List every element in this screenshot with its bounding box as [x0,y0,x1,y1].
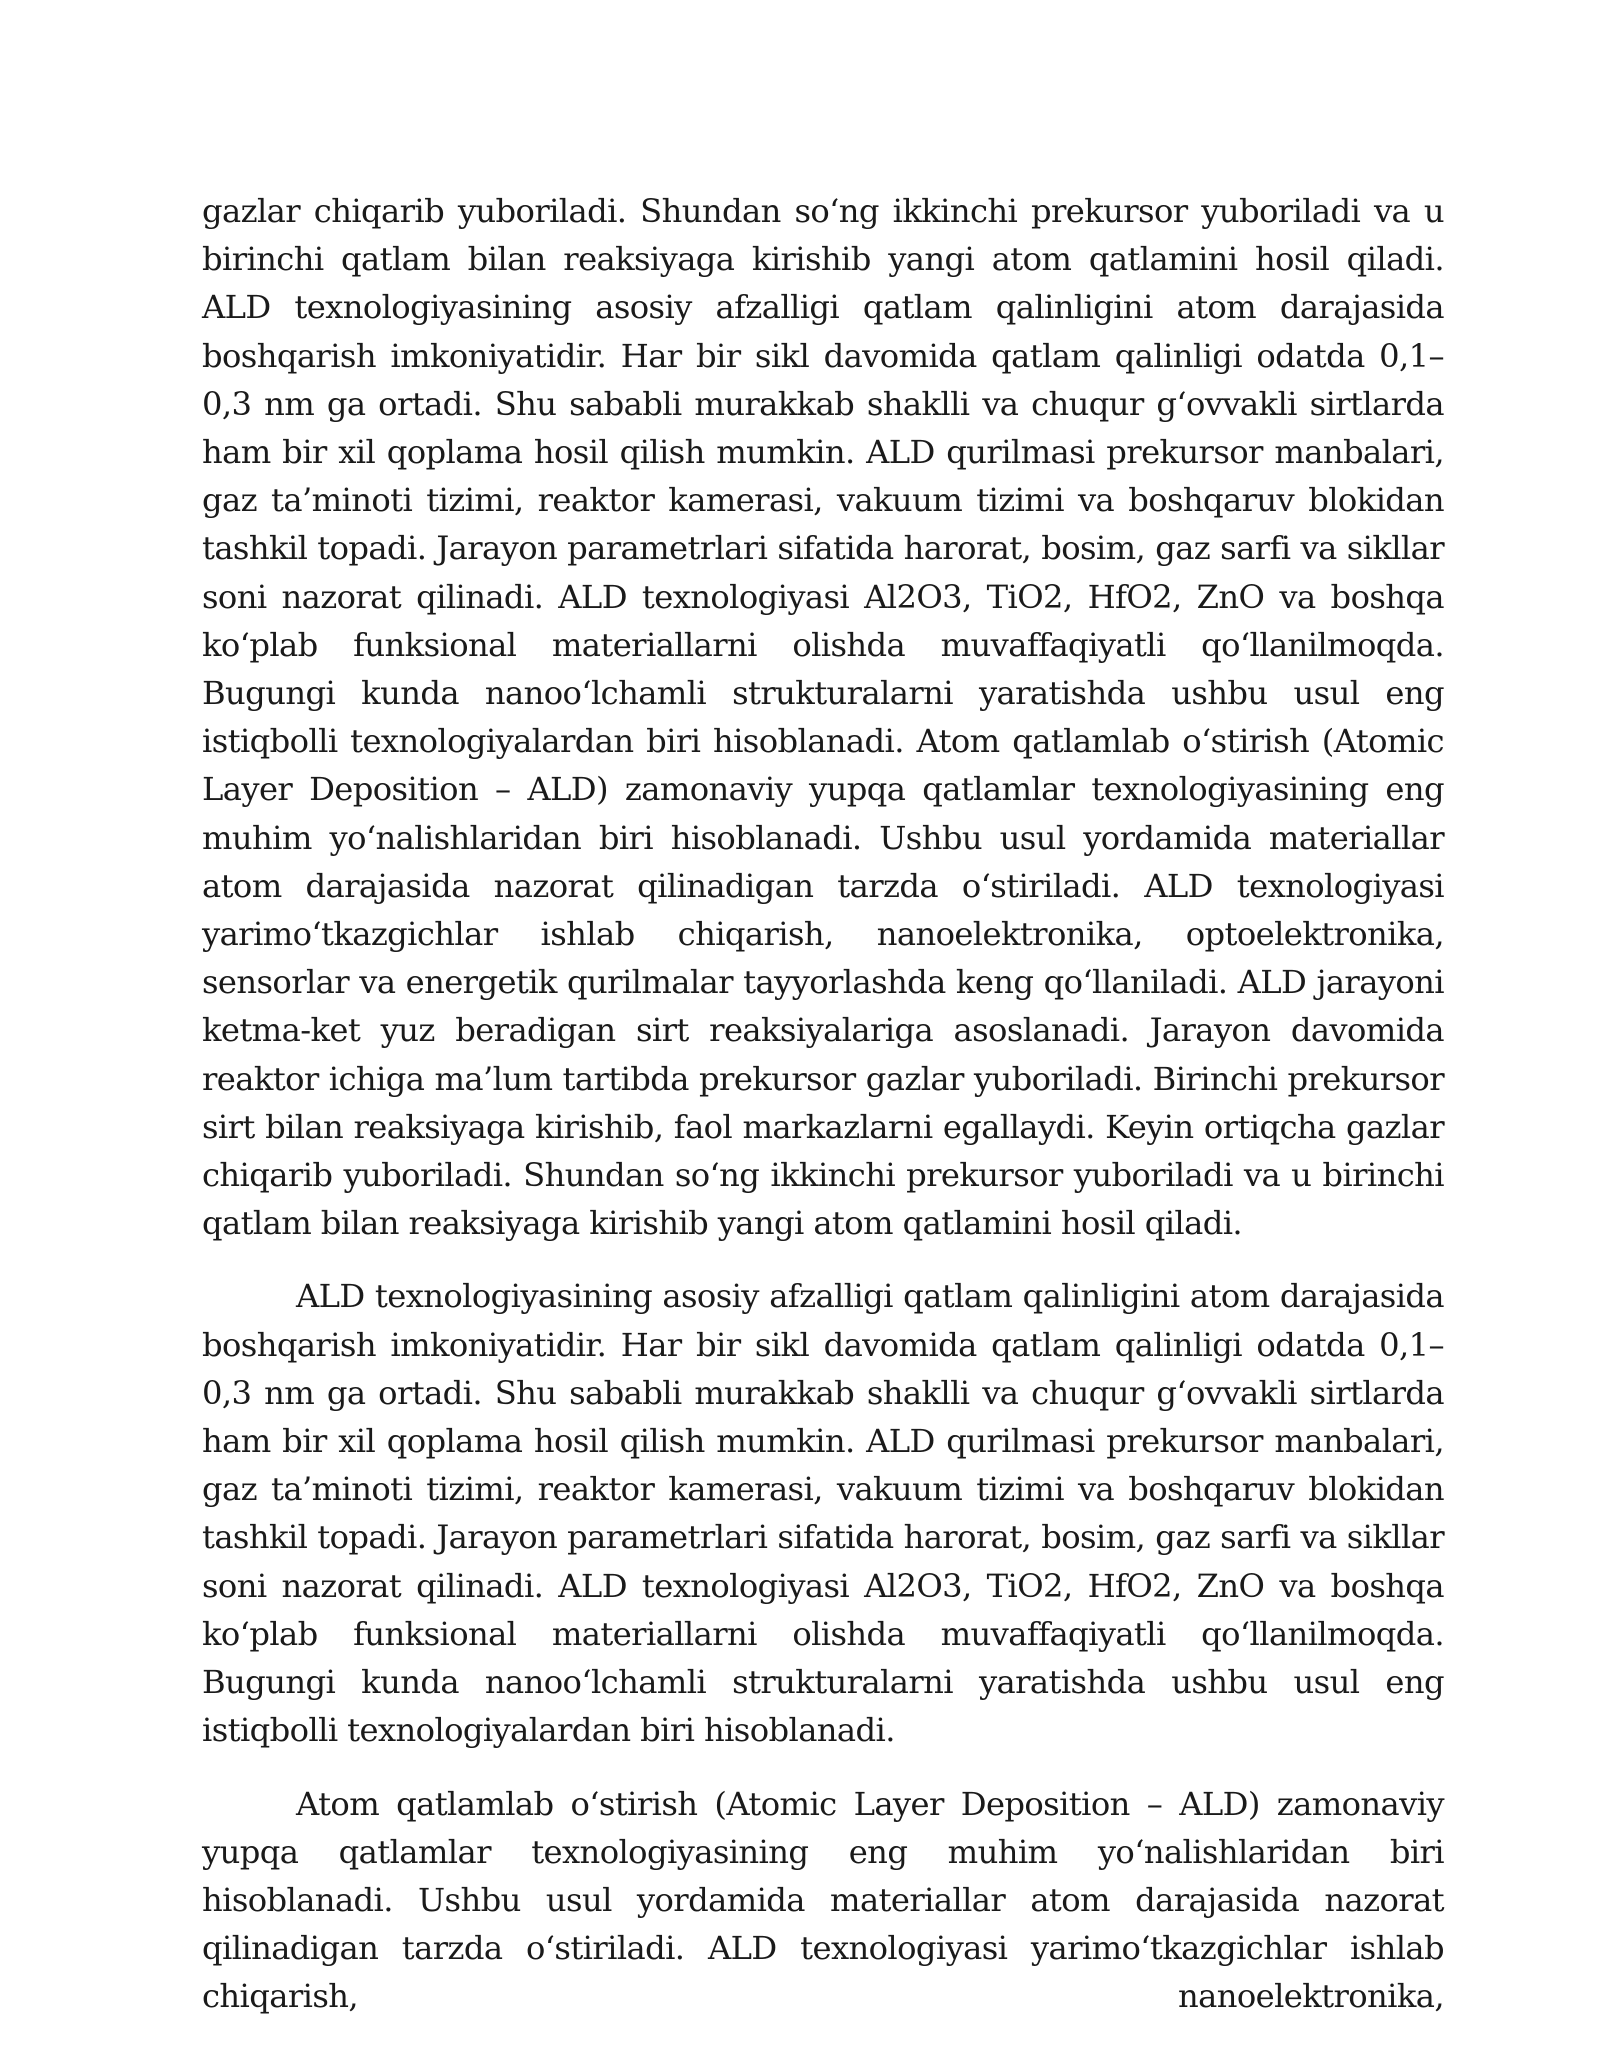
paragraph-2: ALD texnologiyasining asosiy afzalligi qatlam qalinligini atom darajasida boshqarish imkoniyatidir. Har bir sikl davomida qatlam qalinligi odatda 0,1–0,3 nm ga ortadi. Shu sababli murakkab shaklli va chuqur g‘ovvakli sirtlarda ham bir xil qoplama hosil qilish mumkin. ALD qurilmasi prekursor manbalari, gaz ta’minoti tizimi, reaktor kamerasi, vakuum tizimi va boshqaruv blokidan tashkil topadi. Jarayon parametrlari sifatida harorat, bosim, gaz sarfi va sikllar soni nazorat qilinadi. ALD texnologiyasi Al2O3, TiO2, HfO2, ZnO va boshqa ko‘plab funksional materiallarni olishda muvaffaqiyatli qo‘llanilmoqda. Bugungi kunda nanoo‘lchamli strukturalarni yaratishda ushbu usul eng istiqbolli texnologiyalardan biri hisoblanadi. [202,1277,1444,1750]
paragraph-1: gazlar chiqarib yuboriladi. Shundan so‘ng ikkinchi prekursor yuboriladi va u birinchi qatlam bilan reaksiyaga kirishib yangi atom qatlamini hosil qiladi. ALD texnologiyasining asosiy afzalligi qatlam qalinligini atom darajasida boshqarish imkoniyatidir. Har bir sikl davomida qatlam qalinligi odatda 0,1–0,3 nm ga ortadi. Shu sababli murakkab shaklli va chuqur g‘ovvakli sirtlarda ham bir xil qoplama hosil qilish mumkin. ALD qurilmasi prekursor manbalari, gaz ta’minoti tizimi, reaktor kamerasi, vakuum tizimi va boshqaruv blokidan tashkil topadi. Jarayon parametrlari sifatida harorat, bosim, gaz sarfi va sikllar soni nazorat qilinadi. ALD texnologiyasi Al2O3, TiO2, HfO2, ZnO va boshqa ko‘plab funksional materiallarni olishda muvaffaqiyatli qo‘llanilmoqda. Bugungi kunda nanoo‘lchamli strukturalarni yaratishda ushbu usul eng istiqbolli texnologiyalardan biri hisoblanadi. Atom qatlamlab o‘stirish (Atomic Layer Deposition – ALD) zamonaviy yupqa qatlamlar texnologiyasining eng muhim yo‘nalishlaridan biri hisoblanadi. Ushbu usul yordamida materiallar atom darajasida nazorat qilinadigan tarzda o‘stiriladi. ALD texnologiyasi yarimo‘tkazgichlar ishlab chiqarish, nanoelektronika, optoelektronika, sensorlar va energetik qurilmalar tayyorlashda keng qo‘llaniladi. ALD jarayoni ketma-ket yuz beradigan sirt reaksiyalariga asoslanadi. Jarayon davomida reaktor ichiga ma’lum tartibda prekursor gazlar yuboriladi. Birinchi prekursor sirt bilan reaksiyaga kirishib, faol markazlarni egallaydi. Keyin ortiqcha gazlar chiqarib yuboriladi. Shundan so‘ng ikkinchi prekursor yuboriladi va u birinchi qatlam bilan reaksiyaga kirishib yangi atom qatlamini hosil qiladi. [202,192,1444,1243]
document-page [202,187,1444,2021]
paragraph-3: Atom qatlamlab o‘stirish (Atomic Layer Deposition – ALD) zamonaviy yupqa qatlamlar texnologiyasining eng muhim yo‘nalishlaridan biri hisoblanadi. Ushbu usul yordamida materiallar atom darajasida nazorat qilinadigan tarzda o‘stiriladi. ALD texnologiyasi yarimo‘tkazgichlar ishlab chiqarish, nanoelektronika, [202,1784,1444,2016]
